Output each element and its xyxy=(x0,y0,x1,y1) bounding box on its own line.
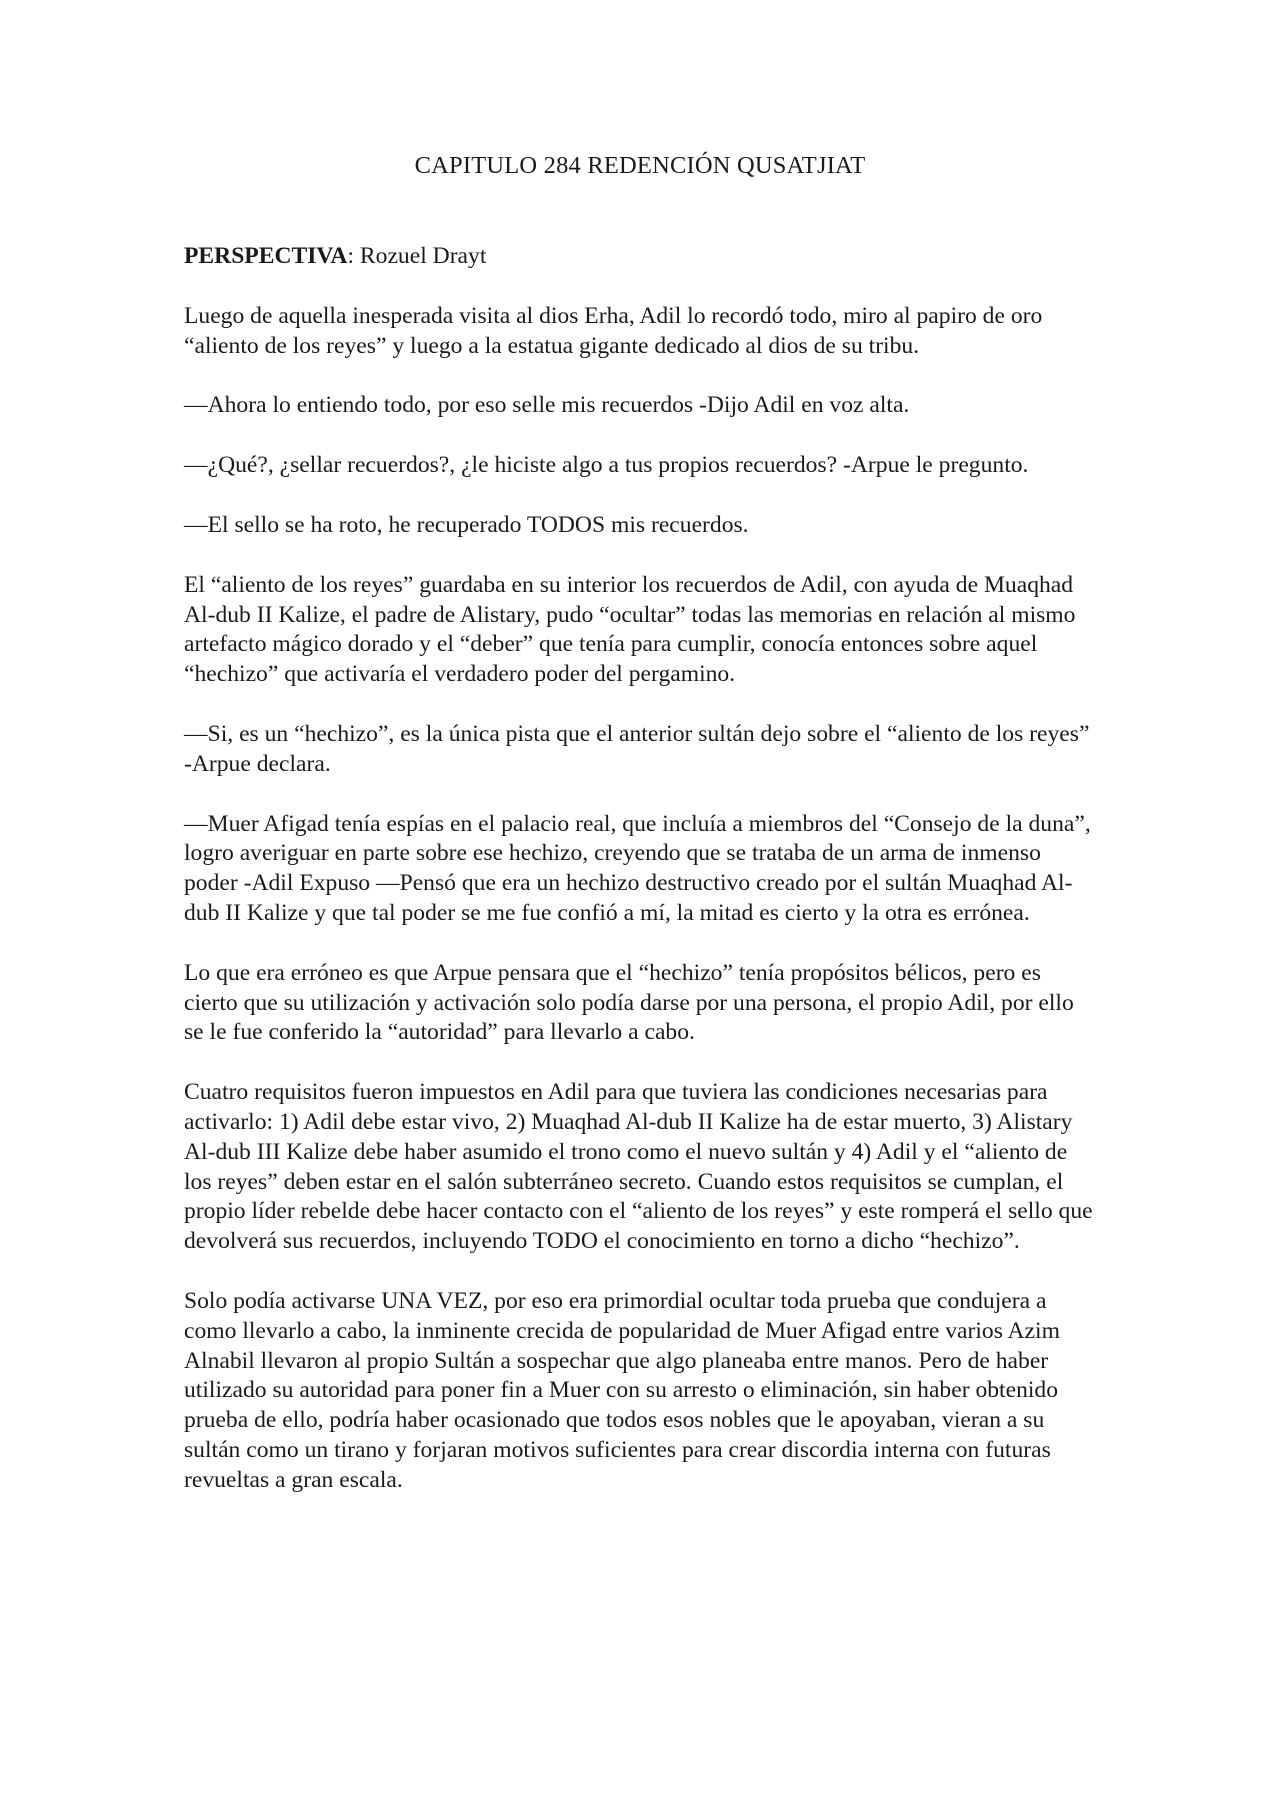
paragraph: Solo podía activarse UNA VEZ, por eso era primordial ocultar toda prueba que condujera a como llevarlo a cabo, la inminente crecida de popularidad de Muer Afigad entre varios Azim Alnabil llevaron al propio Sultán a sospechar que algo planeaba entre manos. Pero de haber utilizado su autoridad para poner fin a Muer con su arresto o eliminación, sin haber obtenido prueba de ello, podría haber ocasionado que todos esos nobles que le apoyaban, vieran a su sultán como un tirano y forjaran motivos suficientes para crear discordia interna con futuras revueltas a gran escala. xyxy=(184,1287,1060,1493)
document-body xyxy=(184,242,1096,1526)
paragraph: —Si, es un “hechizo”, es la única pista que el anterior sultán dejo sobre el “aliento de los reyes” -Arpue declara. xyxy=(184,720,1090,777)
paragraph: Lo que era erróneo es que Arpue pensara que el “hechizo” tenía propósitos bélicos, pero es cierto que su utilización y activación solo podía darse por una persona, el propio Adil, por ello se le fue conferido la “autoridad” para llevarlo a cabo. xyxy=(184,959,1074,1046)
perspective-line xyxy=(184,242,1096,272)
paragraph: Cuatro requisitos fueron impuestos en Adil para que tuviera las condiciones necesarias para activarlo: 1) Adil debe estar vivo, 2) Muaqhad Al-dub II Kalize ha de estar muerto, 3) Alistary Al-dub III Kalize debe haber asumido el trono como el nuevo sultán y 4) Adil y el “aliento de los reyes” deben estar en el salón subterráneo secreto. Cuando estos requisitos se cumplan, el propio líder rebelde debe hacer contacto con el “aliento de los reyes” y este romperá el sello que devolverá sus recuerdos, incluyendo TODO el conocimiento en torno a dicho “hechizo”. xyxy=(184,1079,1093,1255)
perspective-label: PERSPECTIVA xyxy=(184,243,348,269)
perspective-name: Rozuel Drayt xyxy=(359,243,487,269)
paragraph: El “aliento de los reyes” guardaba en su interior los recuerdos de Adil, con ayuda de Muaqhad Al-dub II Kalize, el padre de Alistary, pudo “ocultar” todas las memorias en relación al mismo artefacto mágico dorado y el “deber” que tenía para cumplir, conocía entonces sobre aquel “hechizo” que activaría el verdadero poder del pergamino. xyxy=(184,571,1076,688)
paragraph: —Ahora lo entiendo todo, por eso selle mis recuerdos -Dijo Adil en voz alta. xyxy=(184,392,910,419)
paragraph: —El sello se ha roto, he recuperado TODOS mis recuerdos. xyxy=(184,511,749,538)
perspective-separator: : xyxy=(347,243,360,269)
paragraph: —Muer Afigad tenía espías en el palacio real, que incluía a miembros del “Consejo de la duna”, logro averiguar en parte sobre ese hechizo, creyendo que se trataba de un arma de inmenso poder -Adil Expuso —Pensó que era un hechizo destructivo creado por el sultán Muaqhad Al-dub II Kalize y que tal poder se me fue confió a mí, la mitad es cierto y la otra es errónea. xyxy=(184,810,1091,926)
paragraph: —¿Qué?, ¿sellar recuerdos?, ¿le hiciste algo a tus propios recuerdos? -Arpue le pregunto. xyxy=(184,452,1029,479)
chapter-title: CAPITULO 284 REDENCIÓN QUSATJIAT xyxy=(414,152,866,179)
paragraph: Luego de aquella inesperada visita al dios Erha, Adil lo recordó todo, miro al papiro de oro “aliento de los reyes” y luego a la estatua gigante dedicado al dios de su tribu. xyxy=(184,302,1043,359)
